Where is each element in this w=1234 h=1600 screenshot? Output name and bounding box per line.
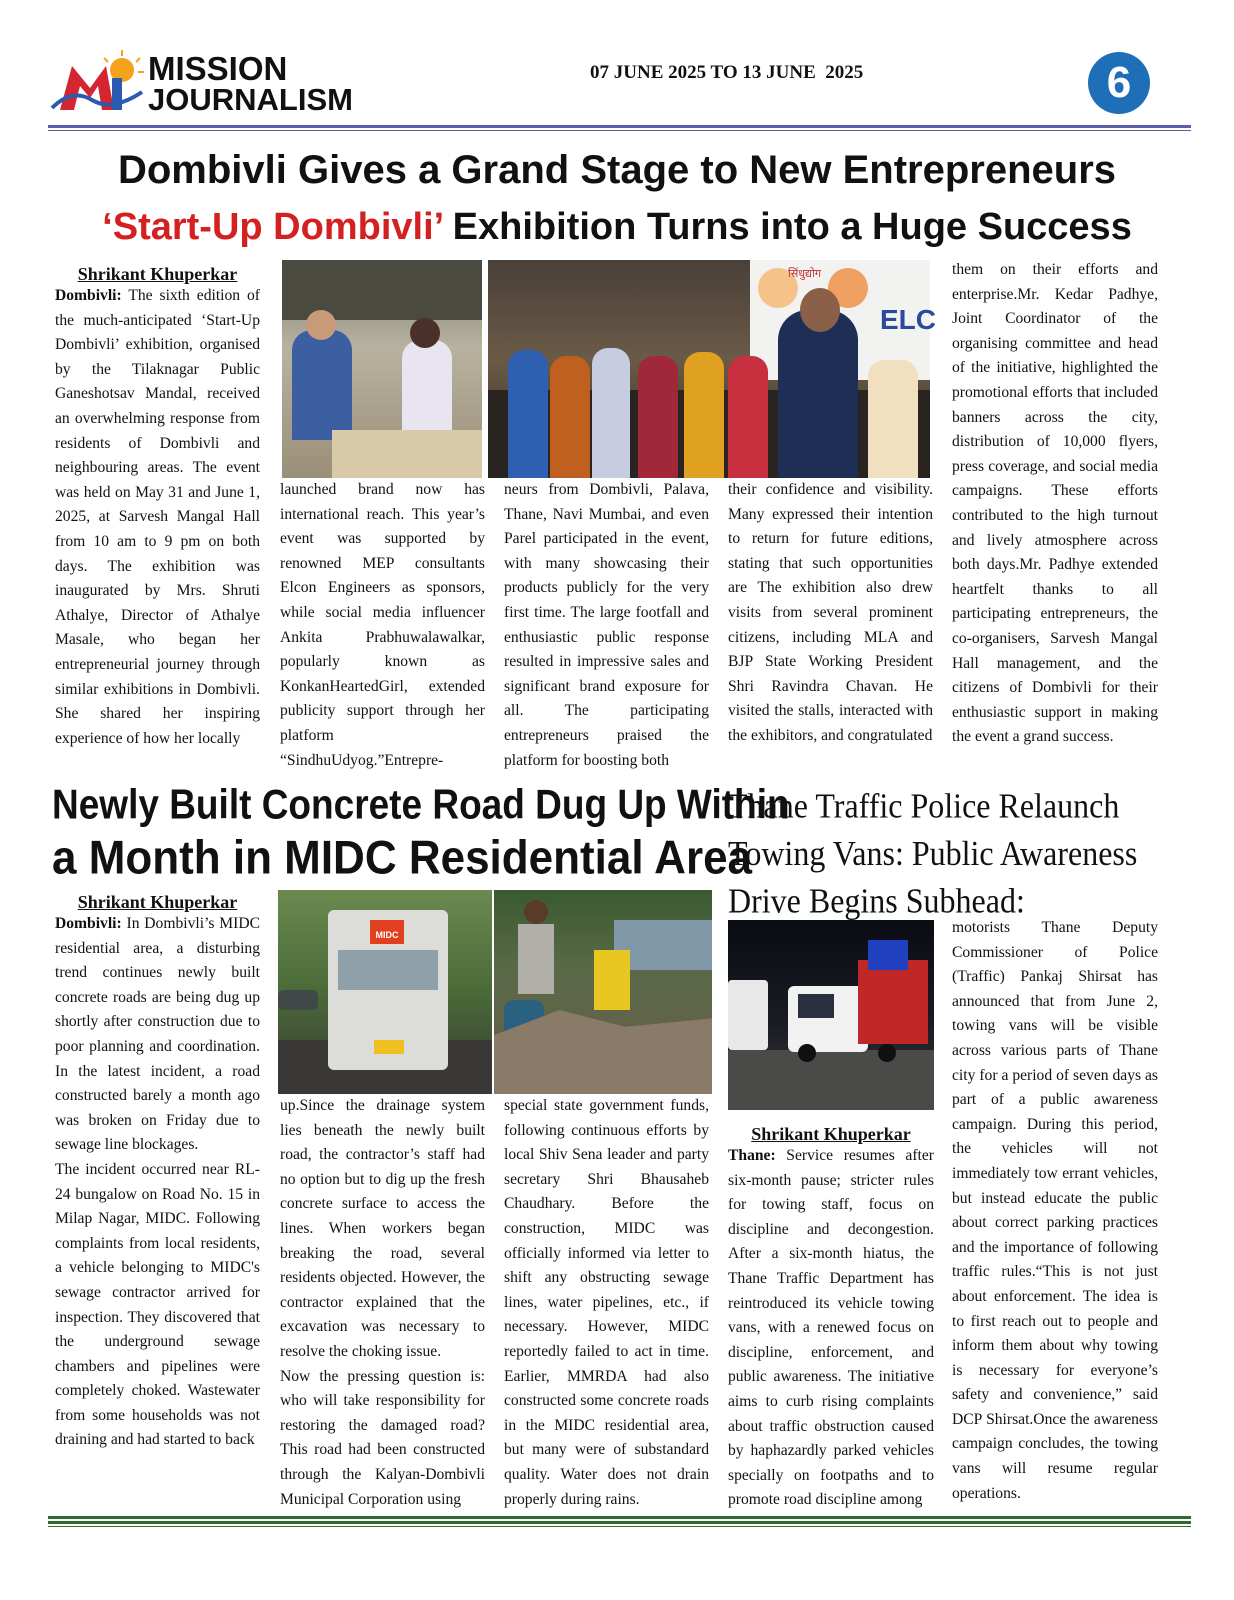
story2-headline-line2: a Month in MIDC Residential Area xyxy=(52,831,753,885)
towing-van-photo xyxy=(728,920,934,1110)
story2-col1b-text: The incident occurred near RL-24 bungalow on Road No. 15 in Milap Nagar, MIDC. Following complaints from local residents, a vehicle belonging to MIDC's sewage contractor arrived for inspection. They discovered that the underground sewage chambers and pipelines were completely choked. Wastewater from some households was not draining and had started to back xyxy=(55,1160,260,1449)
exhibition-stall-photo xyxy=(282,260,482,478)
story3-col1-text: Service resumes after six-month pause; stricter rules for towing staff, focus on discipline and decongestion. After a six-month hiatus, the Thane Traffic Department has reintroduced its vehicle towing vans, with a renewed focus on discipline, enforcement, and public awareness. The initiative aims to curb rising complaints about traffic obstruction caused by haphazardly parked vehicles specially on footpaths and to promote road discipline among xyxy=(728,1147,934,1509)
footer-rule-1 xyxy=(48,1516,1191,1519)
subhead-red: Start-Up Dombivli xyxy=(112,206,434,248)
logo xyxy=(52,48,357,120)
story2-col3-text: special state government funds, following continuous efforts by local Shiv Sena leader and party secretary Shri Bhausaheb Chaudhary. Before the construction, MIDC was officially informed via letter to shift any obstructing sewage lines, water pipelines, etc., if necessary. However, MIDC reportedly failed to act in time. Earlier, MMRDA had also constructed some concrete roads in the MIDC residential area, but many were of substandard quality. Water does not drain properly during rains. xyxy=(504,1097,709,1508)
subhead-quote-open: ‘ xyxy=(102,206,113,248)
story3-headline: Thane Traffic Police Relaunch Towing Vans: Public Awareness Drive Begins Subhead: xyxy=(728,786,1138,921)
midc-truck-photo xyxy=(278,890,492,1094)
story1-col5-text: them on their efforts and enterprise.Mr. Kedar Padhye, Joint Coordinator of the organising committee and head of the initiative, highlighted the promotional efforts that included banners across the city, distribution of 10,000 flyers, press coverage, and social media campaigns. These efforts contributed to the high turnout and lively atmosphere across both days.Mr. Padhye extended heartfelt thanks to all participating entrepreneurs, the co-organisers, Sarvesh Mangal Hall management, and the citizens of Dombivli for their enthusiastic support in making the event a grand success. xyxy=(952,261,1158,746)
story1-column-2 xyxy=(280,478,485,770)
story1-column-4 xyxy=(728,478,933,770)
story3-col2-text: motorists Thane Deputy Commissioner of Police (Traffic) Pankaj Shirsat has announced that from June 2, towing vans will be visible across various parts of Thane city for a period of seven days as part of a public awareness campaign. During this period, the vehicles will not immediately tow errant vehicles, but instead educate the public about correct parking practices and the importance of following traffic rules.“This is not just about enforcement. The idea is to first reach out to people and inform them about why towing is necessary for everyone’s safety and convenience,” said DCP Shirsat.Once the awareness campaign concludes, the towing vans will resume regular operations. xyxy=(952,919,1158,1502)
story1-headline: Dombivli Gives a Grand Stage to New Entrepreneurs xyxy=(117,148,1117,192)
story1-column-5 xyxy=(952,258,1158,770)
story1-col3-text: neurs from Dombivli, Palava, Thane, Navi Mumbai, and even Parel participated in the event, with many showcasing their products publicly for the very first time. The large footfall and enthusiastic public response resulted in impressive sales and significant brand exposure for all. The participating entrepreneurs praised the platform for boosting both xyxy=(504,481,709,769)
story2-column-1 xyxy=(55,912,260,1504)
story3-byline: Shrikant Khuperkar xyxy=(751,1124,911,1144)
story2-dateline: Dombivli: xyxy=(55,915,122,932)
road-digging-photo xyxy=(494,890,712,1094)
truck-label: MIDC xyxy=(375,930,399,940)
story2-col2b-text: Now the pressing question is: who will take responsibility for restoring the damaged road? This road had been constructed through the Kalyan-Dombivli Municipal Corporation using xyxy=(280,1367,485,1508)
story1-dateline: Dombivli: xyxy=(55,287,122,304)
story2-column-2 xyxy=(280,1094,485,1508)
story1-col4-text: their confidence and visibility. Many expressed their intention to return for future editions, stating that such opportunities are The exhibition also drew visits from several prominent citizens, including MLA and BJP State Working President Shri Ravindra Chavan. He visited the stalls, interacted with the exhibitors, and congratulated xyxy=(728,481,933,744)
story1-byline: Shrikant Khuperkar xyxy=(77,264,238,284)
footer-rule-2 xyxy=(48,1521,1191,1524)
footer-rule-3 xyxy=(48,1526,1191,1527)
truck-logo xyxy=(370,920,404,944)
logo-line1: MISSION xyxy=(148,50,288,87)
story3-column-1 xyxy=(728,1144,934,1510)
story1-col2-text: launched brand now has international reach. This year’s event was supported by renowned MEP consultants Elcon Engineers as sponsors, while social media influencer Ankita Prabhuwalawalkar, popularly known as KonkanHeartedGirl, extended publicity support through her platform “SindhuUdyog.”Entrepre- xyxy=(280,481,485,769)
story1-subhead xyxy=(0,204,1234,250)
story2-headline-line1: Newly Built Concrete Road Dug Up Within xyxy=(52,781,790,828)
story2-col1-text: In Dombivli’s MIDC residential area, a disturbing trend continues newly built concrete roads are being dug up shortly after construction due to poor planning and coordination. In the latest incident, a road constructed barely a month ago was broken on Friday due to sewage line blockages. xyxy=(55,915,260,1154)
page-number: 6 xyxy=(1106,58,1132,107)
page-number-badge xyxy=(1088,52,1150,114)
story1-column-3 xyxy=(504,478,709,770)
story3-column-2 xyxy=(952,916,1158,1506)
entrepreneurs-group-photo xyxy=(488,260,936,478)
banner-text-2: ELC xyxy=(880,304,936,335)
story2-column-3 xyxy=(504,1094,709,1508)
story2-byline: Shrikant Khuperkar xyxy=(77,892,238,912)
masthead-rule xyxy=(48,125,1191,128)
masthead-rule-thin xyxy=(48,130,1191,131)
story2-col2-text: up.Since the drainage system lies beneath the newly built road, the contractor’s staff had no option but to dig up the fresh concrete surface to access the lines. When workers began breaking the road, several residents objected. However, the contractor explained that the excavation was necessary to resolve the choking issue. xyxy=(280,1097,485,1360)
story1-col1-text: The sixth edition of the much-anticipated ‘Start-Up Dombivli’ exhibition, organised by the Tilaknagar Public Ganeshotsav Mandal, received an overwhelming response from residents of Dombivli and neighbouring areas. The event was held on May 31 and June 1, 2025, at Sarvesh Mangal Hall from 10 am to 9 pm on both days. The exhibition was inaugurated by Mrs. Shruti Athalye, Director of Athalye Masale, who began her entrepreneurial journey through similar exhibitions in Dombivli. She shared her inspiring experience of how her locally xyxy=(55,287,260,747)
logo-mark-icon xyxy=(52,48,152,118)
issue-date: 07 JUNE 2025 TO 13 JUNE 2025 xyxy=(590,62,864,83)
subhead-quote-close: ’ xyxy=(433,206,443,248)
story1-column-1 xyxy=(55,284,260,770)
banner-text-1: सिंधुद्योग xyxy=(788,268,822,280)
story3-dateline: Thane: xyxy=(728,1147,776,1164)
subhead-rest: Exhibition Turns into a Huge Success xyxy=(442,206,1132,248)
logo-line2: JOURNALISM xyxy=(148,82,353,117)
